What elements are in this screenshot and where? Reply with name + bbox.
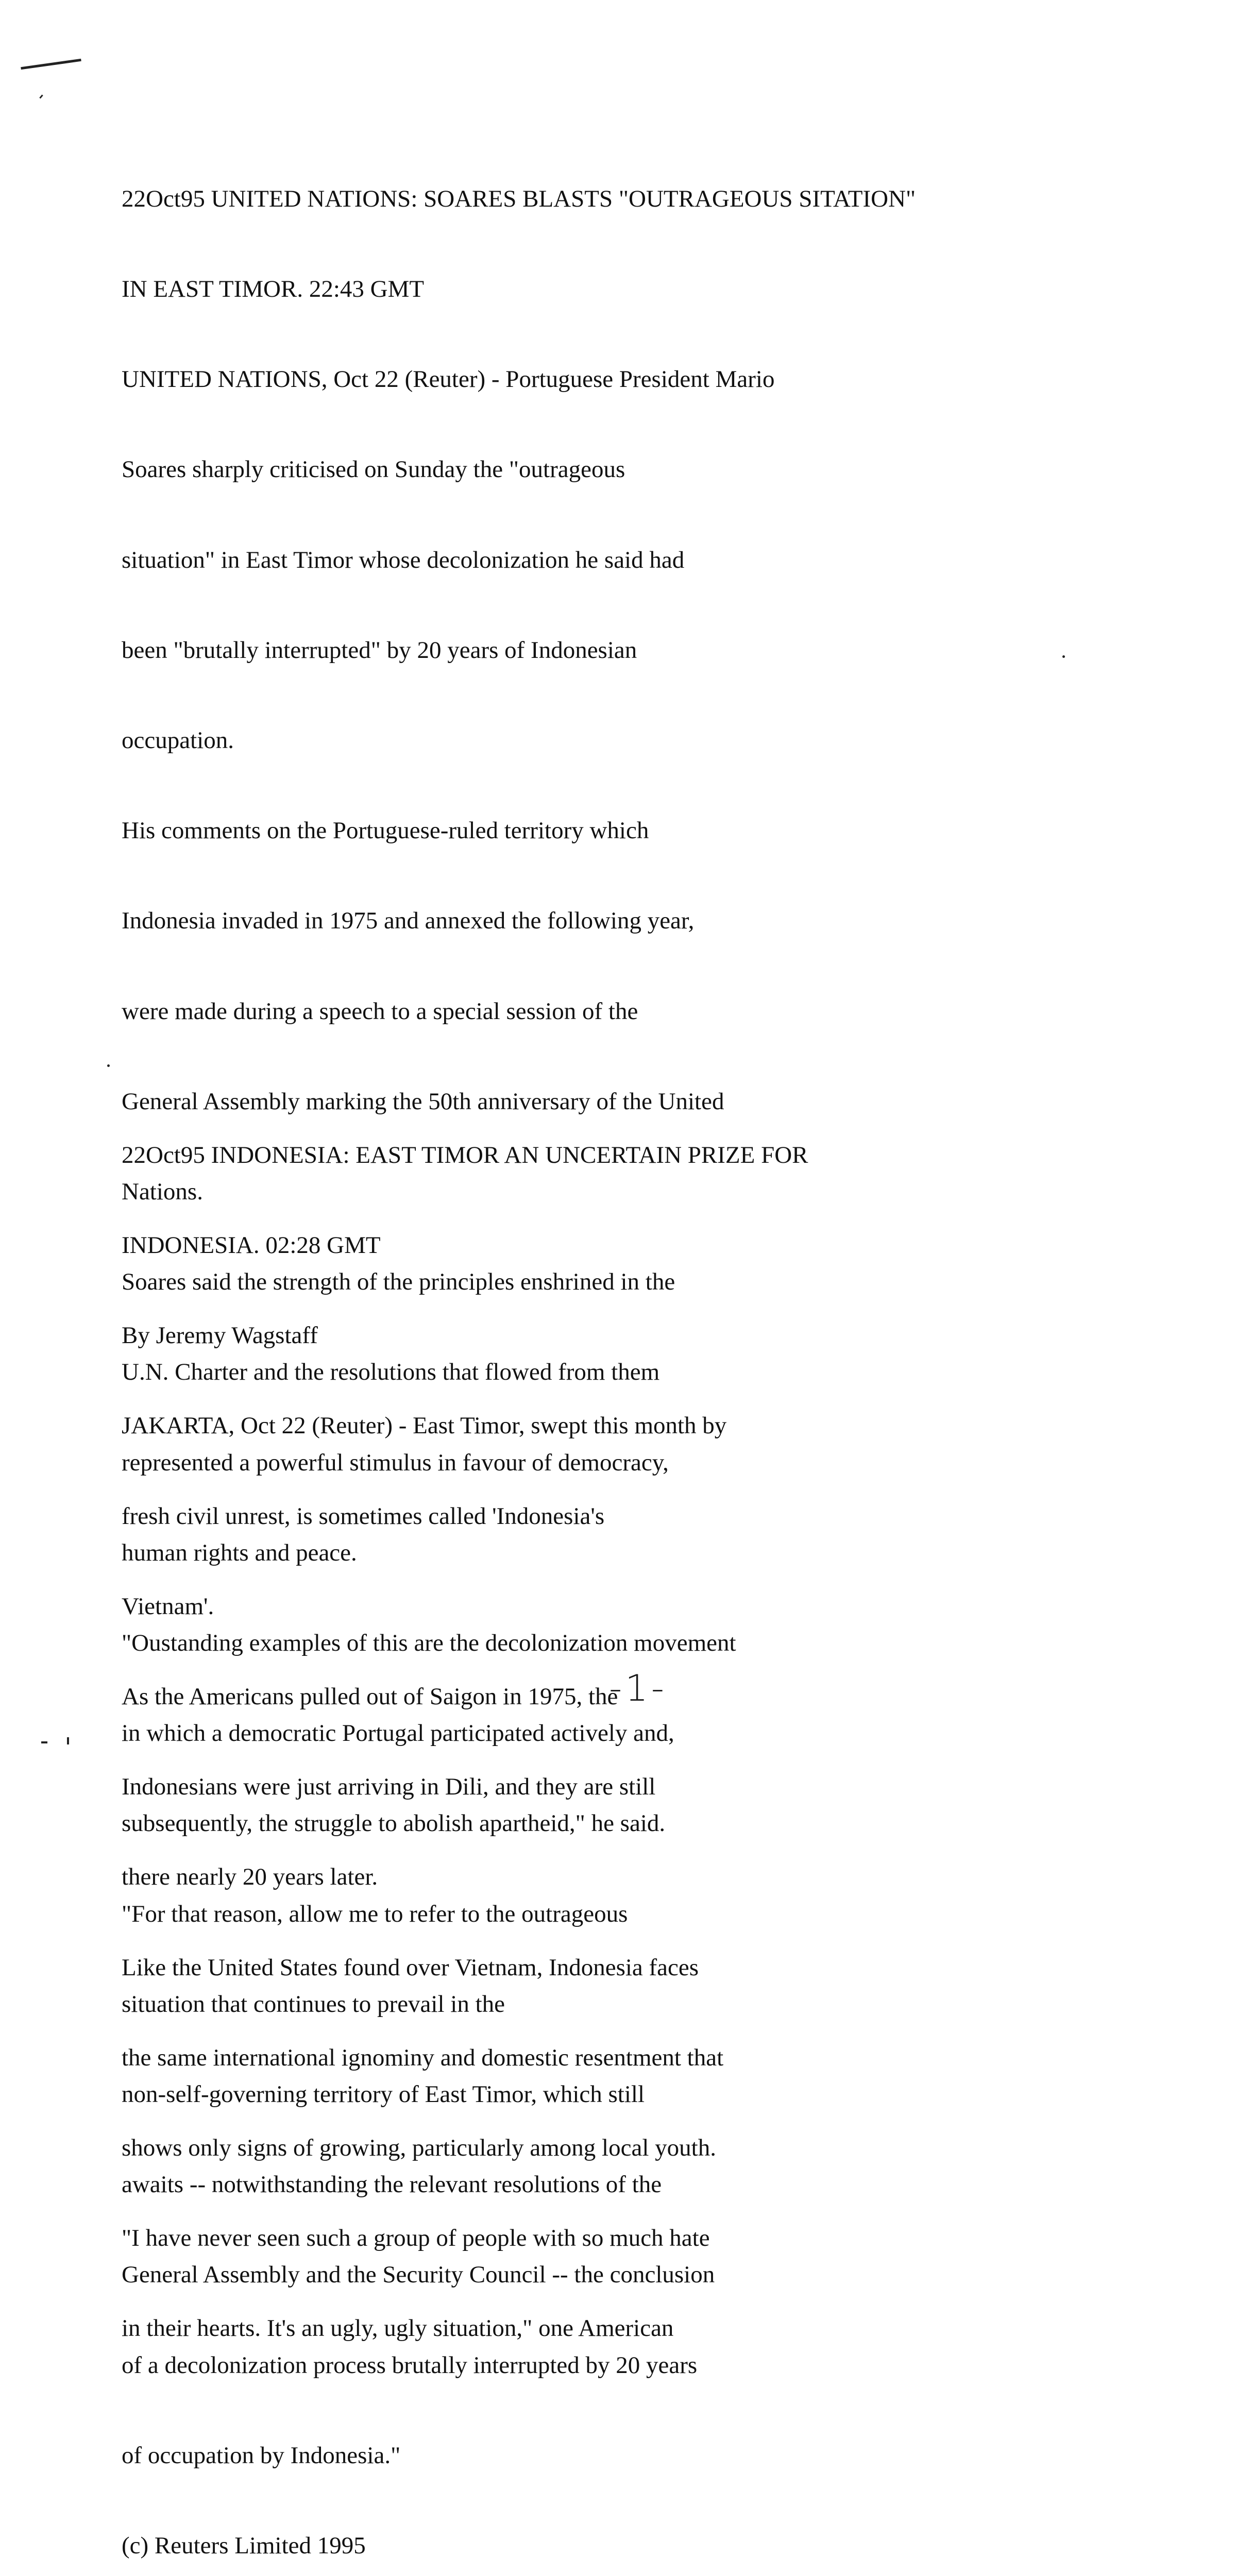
article-1-line: General Assembly and the Security Council -- the conclusion: [122, 2261, 715, 2289]
article-2-line: fresh civil unrest, is sometimes called 'Indonesia's: [122, 1502, 605, 1530]
article-1-line: occupation.: [122, 727, 234, 754]
news-article-2: [122, 1080, 808, 2374]
article-2-line: in their hearts. It's an ugly, ugly situation," one American: [122, 2315, 674, 2342]
scan-mark-left-dot: [107, 1064, 110, 1067]
article-2-line: JAKARTA, Oct 22 (Reuter) - East Timor, swept this month by: [122, 1412, 727, 1439]
article-1-line: of occupation by Indonesia.": [122, 2442, 401, 2469]
article-1-line: General Assembly marking the 50th anniversary of the United: [122, 1088, 724, 1115]
article-1-line: UNITED NATIONS, Oct 22 (Reuter) - Portuguese President Mario: [122, 366, 775, 393]
article-2-line: Like the United States found over Vietnam, Indonesia faces: [122, 1954, 699, 1981]
article-1-line: been "brutally interrupted" by 20 years of Indonesian: [122, 636, 637, 664]
article-1-line: Soares said the strength of the principles enshrined in the: [122, 1268, 675, 1296]
article-1-line: situation that continues to prevail in the: [122, 1990, 505, 2018]
article-2-byline: By Jeremy Wagstaff: [122, 1322, 318, 1349]
article-1-line: Indonesia invaded in 1975 and annexed the following year,: [122, 907, 695, 935]
article-1-line: Nations.: [122, 1178, 203, 1206]
article-1-line: "For that reason, allow me to refer to the outrageous: [122, 1900, 628, 1927]
article-2-headline: 22Oct95 INDONESIA: EAST TIMOR AN UNCERTAIN PRIZE FOR: [122, 1141, 808, 1168]
article-1-line: in which a democratic Portugal participated actively and,: [122, 1720, 674, 1747]
article-1-headline: 22Oct95 UNITED NATIONS: SOARES BLASTS "OUTRAGEOUS SITATION": [122, 185, 916, 212]
article-1-line: of a decolonization process brutally interrupted by 20 years: [122, 2351, 698, 2379]
article-2-line: As the Americans pulled out of Saigon in 1975, the: [122, 1683, 618, 1710]
article-1-copyright: (c) Reuters Limited 1995: [122, 2532, 366, 2560]
page-number: -1-: [609, 1667, 668, 1709]
scan-mark-right-dot: [1062, 655, 1065, 658]
article-2-line: there nearly 20 years later.: [122, 1863, 378, 1891]
article-1-line: U.N. Charter and the resolutions that flowed from them: [122, 1359, 660, 1386]
article-1-line: represented a powerful stimulus in favour of democracy,: [122, 1449, 669, 1476]
article-1-line: situation" in East Timor whose decolonization he said had: [122, 546, 685, 573]
article-2-line: the same international ignominy and domestic resentment that: [122, 2044, 724, 2071]
article-2-line: "I have never seen such a group of people with so much hate: [122, 2225, 710, 2252]
scan-mark-top-left: [21, 59, 81, 70]
scan-mark-top-left-small: [39, 94, 43, 98]
article-1-line: His comments on the Portuguese-ruled territory which: [122, 817, 649, 844]
article-1-line: were made during a speech to a special session of the: [122, 997, 638, 1025]
article-1-line: subsequently, the struggle to abolish apartheid," he said.: [122, 1810, 666, 1837]
scan-mark-bottom-left-2: [67, 1737, 69, 1744]
article-1-line: non-self-governing territory of East Timor, which still: [122, 2081, 645, 2108]
article-1-line: Soares sharply criticised on Sunday the "outrageous: [122, 456, 625, 483]
article-1-line: human rights and peace.: [122, 1539, 357, 1566]
article-2-line: Indonesians were just arriving in Dili, and they are still: [122, 1773, 656, 1801]
article-1-line: "Oustanding examples of this are the decolonization movement: [122, 1630, 736, 1657]
article-2-headline-cont: INDONESIA. 02:28 GMT: [122, 1232, 381, 1259]
scan-mark-bottom-left: [41, 1741, 47, 1743]
article-2-line: shows only signs of growing, particularly among local youth.: [122, 2134, 716, 2162]
article-1-headline-cont: IN EAST TIMOR. 22:43 GMT: [122, 276, 425, 303]
article-1-line: awaits -- notwithstanding the relevant resolutions of the: [122, 2171, 662, 2198]
article-2-line: Vietnam'.: [122, 1592, 214, 1620]
